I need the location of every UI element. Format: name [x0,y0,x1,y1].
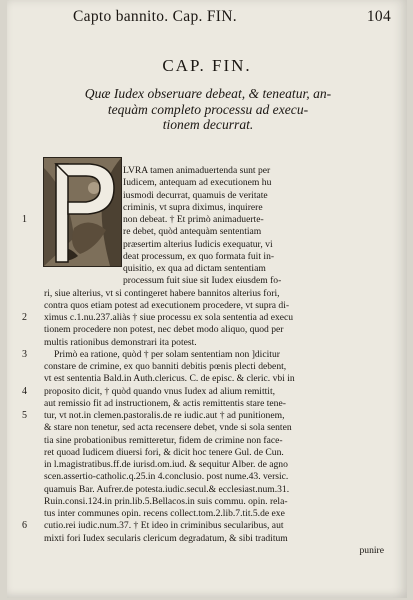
line-text: mixti fori Iudex secularis clericum degradatum, & sibi traditum [44,532,288,544]
line-text: multis rationibus demonstrari ita potest. [44,336,197,348]
text-line [22,312,388,324]
running-head-title: Capto bannito. Cap. FIN. [73,8,237,25]
line-text: quamuis Bar. Aufrer.de potesta.iudic.secul.& ecclesiast.num.31. [44,483,290,495]
line-text: contra quos etiam potest ad executionem procedere, vt supra di- [44,299,290,311]
line-text: re debet, quòd antequàm sententiam [123,226,262,238]
text-line [44,533,388,545]
text-line [22,348,388,361]
line-text: quisitio, ex qua ad dictam sententiam [123,263,266,274]
text-line [44,496,388,508]
line-text: aut remissio fit ad instructionem, & actis remittentis stare tene- [44,397,286,409]
line-text: in l.magistratibus.ff.de iurisd.om.iud. & sequitur Alber. de agno [44,459,288,470]
text-line [44,435,388,447]
running-head [73,8,391,26]
line-text: criminis, vt supra diximus, inquirere [123,201,263,213]
margin-note-number: 6 [22,520,27,532]
text-line [44,508,388,520]
line-text: ximus c.1.nu.237.aliàs † siue processu ex sola sententia ad execu [44,312,294,323]
text-line [44,471,388,483]
text-line [44,251,388,263]
line-text: LVRA tamen animaduertenda sunt per [123,165,271,176]
line-text: tionem procedere non potest, nec debet modo aliquo, quod per [44,324,284,336]
book-page [7,0,407,598]
line-text: Ruin.consi.124.in prin.lib.5.Bellacos.in suis commu. opin. rela- [44,495,288,507]
catchword [44,545,388,557]
text-line [44,324,388,336]
line-text: scen.assertio-catholic.q.25.in 4.conclusio. post nume.43. versic. [44,471,289,483]
text-line [22,385,388,398]
text-line [44,239,388,251]
text-line [44,447,388,459]
margin-note-number: 5 [22,410,27,421]
line-text: punire [359,544,384,556]
chapter-title: CAP. FIN. [162,56,252,75]
line-text: Primò ea ratione, quòd † per solam sententiam non ]dicitur [54,348,280,360]
margin-note-number: 3 [22,348,27,360]
page-number: 104 [366,8,391,25]
margin-note-number: 1 [22,214,27,225]
heading-line: tequàm completo processu ad execu- [107,101,309,117]
line-text: tia sine probationibus remitteretur, fidem de crimine non face- [44,434,283,446]
line-text: constare de crimine, ex quo banniti debitis pœnis plecti debent, [44,361,287,372]
line-text: proposito dicit, † quòd quando vnus Iudex ad alium remittit, [44,385,276,397]
line-text: non debeat. † Et primò animaduerte- [123,214,264,225]
line-text: & stare non tenetur, sed acta recensere debet, vnde si sola senten [44,422,292,434]
text-line [44,484,388,496]
line-text: tus inter communes opin. recens collect.tom.2.lib.7.tit.5.de exe [44,508,285,519]
line-text: præsertim alterius Iudicis exequatur, vi [123,238,273,250]
body-text [22,165,388,557]
text-line [44,177,388,189]
line-text: processum fuit siue sit Iudex eiusdem fo- [123,275,282,287]
text-line [44,361,388,373]
text-line [44,373,388,385]
line-text: deat processum, ex quo formata fuit in- [123,250,275,262]
text-line [44,422,388,434]
text-line [44,226,388,238]
text-line [44,288,388,300]
text-line [44,263,388,275]
heading-line: tionem decurrat. [162,117,254,132]
line-text: iusmodi decurrat, quamuis de veritate [123,189,268,201]
margin-note-number: 4 [22,385,27,397]
text-line [44,337,388,349]
line-text: tur, vt not.in clemen.pastoralis.de re iudic.aut † ad punitionem, [44,410,285,421]
text-line [44,202,388,214]
chapter-heading [63,86,353,133]
text-line [22,410,388,422]
margin-note-number: 2 [22,312,27,323]
text-line [44,300,388,312]
line-text: vt est sententia Bald.in Auth.clericus. C. de episc. & cleric. vbi in [44,373,295,385]
text-line [22,520,388,532]
text-line [44,275,388,287]
text-line [44,165,388,177]
line-text: cutio.rei iudic.num.37. † Et ideo in criminibus secularibus, aut [44,520,284,532]
heading-line: Quæ Iudex obseruare debeat, & teneatur, an- [84,86,332,101]
line-text: ri, siue alterius, vt si contingeret habere bannitos alterius fori, [44,287,280,299]
text-line [44,459,388,471]
text-line [44,190,388,202]
line-text: Iudicem, antequam ad executionem hu [123,177,272,189]
text-line [22,214,388,226]
line-text: ret quoad Iudicem diuersi fori, & dicit hoc tenere Gul. de Cun. [44,446,284,458]
text-line [44,398,388,410]
